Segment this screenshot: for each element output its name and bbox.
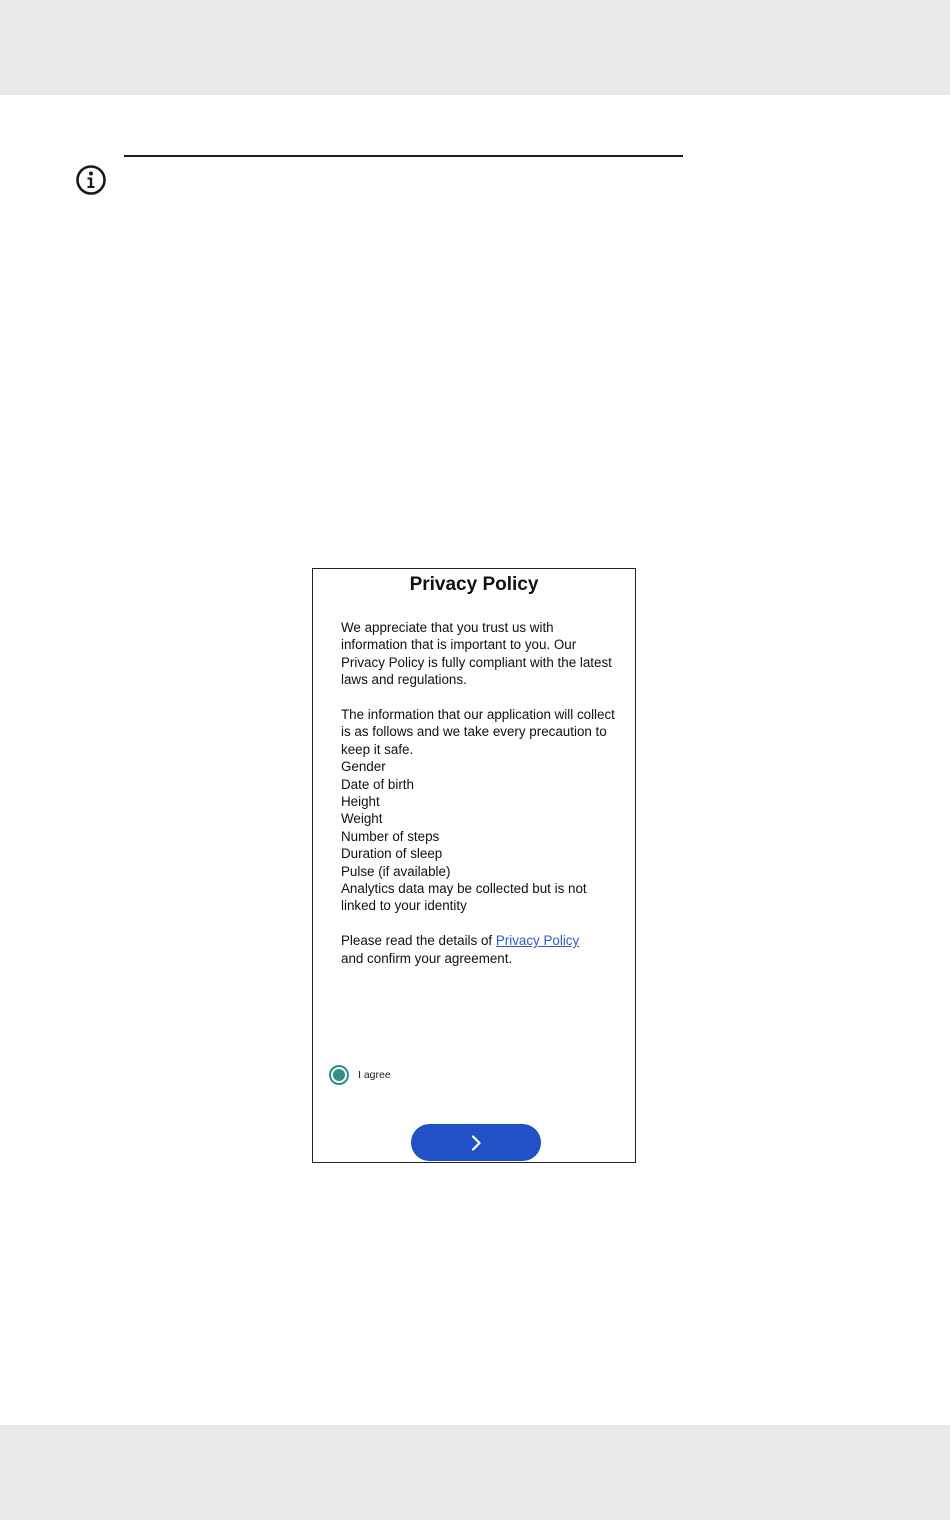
list-item: Duration of sleep <box>341 846 443 862</box>
list-item: Weight <box>341 811 383 827</box>
confirm-suffix: and confirm your agreement. <box>341 950 513 966</box>
collected-data-list <box>341 758 621 915</box>
collect-intro: The information that our application will collect is as follows and we take every precaution to keep it safe. <box>341 707 615 757</box>
list-item: Number of steps <box>341 828 440 844</box>
confirm-paragraph <box>341 932 621 967</box>
list-item: Analytics data may be collected but is not linked to your identity <box>341 881 587 914</box>
radio-selected-dot <box>333 1069 345 1081</box>
privacy-policy-link[interactable]: Privacy Policy <box>495 933 580 949</box>
screen-title: Privacy Policy <box>409 574 539 595</box>
page-header-band <box>0 0 950 95</box>
agree-label[interactable]: I agree <box>358 1069 391 1081</box>
confirm-prefix: Please read the details of <box>341 933 496 949</box>
agree-row[interactable] <box>329 1063 391 1087</box>
list-item: Height <box>341 794 380 810</box>
page-footer-band <box>0 1425 950 1520</box>
intro-paragraph: We appreciate that you trust us with information that is important to you. Our Privacy Policy is fully compliant with the latest laws and regulations. <box>341 620 612 688</box>
agree-radio[interactable] <box>329 1065 349 1085</box>
list-item: Date of birth <box>341 776 414 792</box>
next-button[interactable] <box>411 1124 541 1161</box>
chevron-right-icon <box>469 1134 483 1152</box>
phone-screen <box>312 568 636 1163</box>
info-divider <box>124 155 683 157</box>
info-icon <box>75 164 107 196</box>
policy-text <box>341 619 621 984</box>
list-item: Gender <box>341 759 386 775</box>
list-item: Pulse (if available) <box>341 863 451 879</box>
